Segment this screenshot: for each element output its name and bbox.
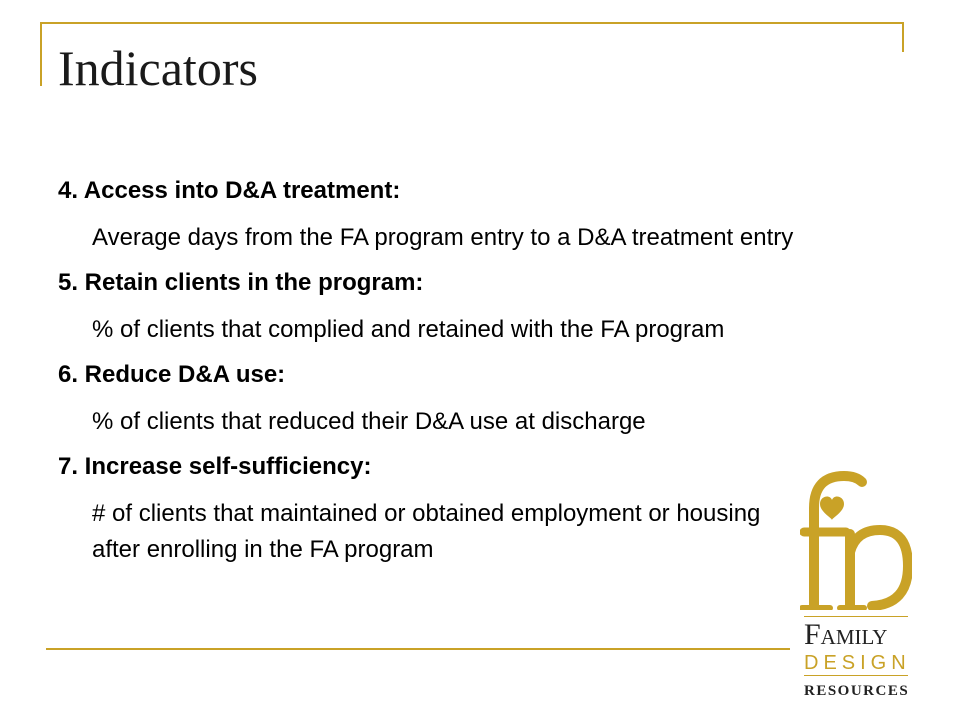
indicator-item — [58, 452, 798, 568]
indicator-detail: % of clients that complied and retained with the FA program — [92, 316, 725, 343]
indicator-heading: 6. Reduce D&A use: — [58, 361, 286, 388]
fr-monogram-icon — [800, 468, 912, 610]
indicator-item — [58, 176, 798, 256]
indicator-detail: % of clients that reduced their D&A use at discharge — [92, 408, 646, 435]
bottom-rule — [46, 648, 790, 650]
family-design-resources-logo — [796, 468, 916, 708]
top-rule — [40, 22, 904, 24]
indicator-heading: 7. Increase self-sufficiency: — [58, 453, 372, 480]
indicator-heading: 4. Access into D&A treatment: — [58, 177, 401, 204]
indicator-detail: Average days from the FA program entry to a D&A treatment entry — [92, 224, 794, 251]
heart-icon — [820, 497, 844, 520]
slide-title: Indicators — [58, 40, 258, 96]
indicator-detail: # of clients that maintained or obtained employment or housing after enrolling in the FA program — [92, 500, 761, 563]
indicator-item — [58, 360, 798, 440]
indicator-list — [58, 176, 798, 580]
logo-divider — [804, 675, 908, 676]
logo-text-family: Family — [804, 618, 888, 651]
logo-text-resources: RESOURCES — [804, 683, 910, 699]
indicator-heading: 5. Retain clients in the program: — [58, 269, 424, 296]
left-rule — [40, 22, 42, 86]
logo-divider — [804, 616, 908, 617]
indicator-item — [58, 268, 798, 348]
right-rule — [902, 22, 904, 52]
logo-text-design: DESIGN — [804, 652, 911, 674]
